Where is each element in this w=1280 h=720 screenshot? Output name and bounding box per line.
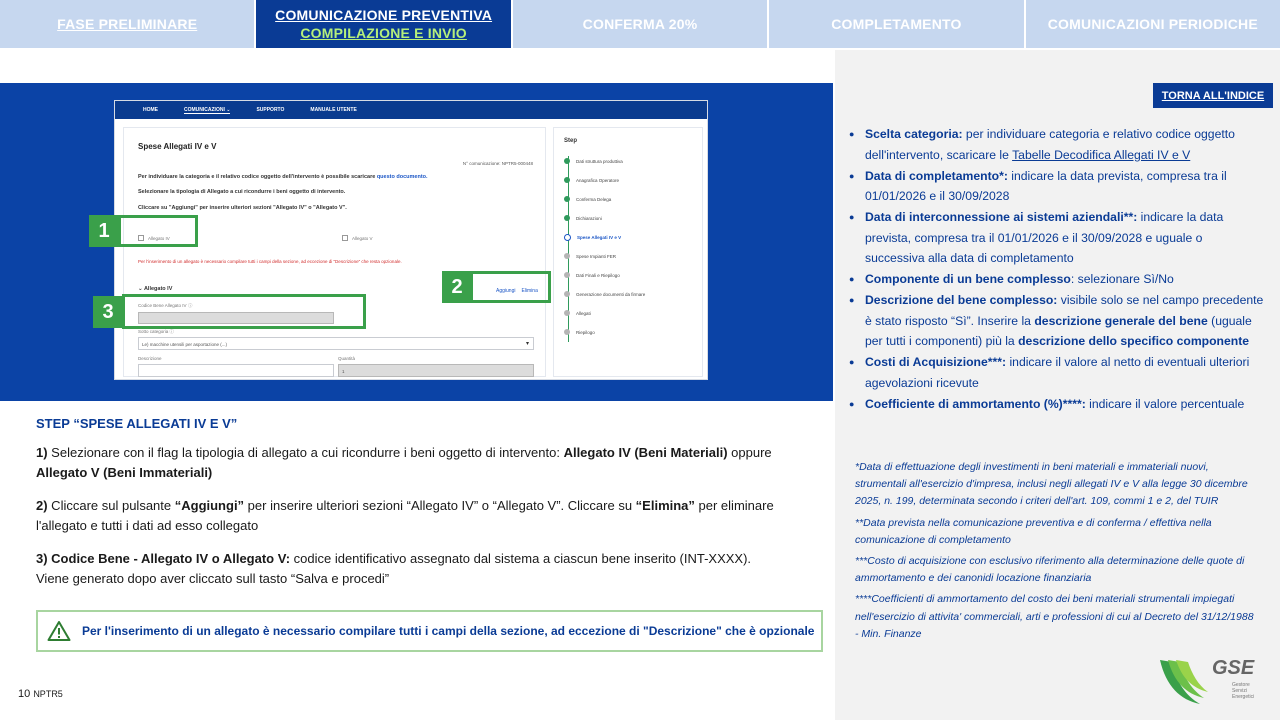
step-label: Anagrafica Operatore: [576, 177, 620, 183]
paragraph-1: [36, 443, 806, 483]
bullet-bold: Componente di un bene complesso: [865, 272, 1071, 286]
bullet-item: [849, 352, 1264, 393]
step-label: Generazione documenti da firmare: [576, 291, 646, 297]
logo-wordmark: GSE: [1212, 657, 1255, 679]
step-item[interactable]: [564, 156, 623, 166]
step-label: Dati struttura produttiva: [576, 158, 623, 164]
footnote: ***Costo di acquisizione con esclusivo riferimento alla determinazione delle quote di ammortamento e dei canonidi locazione finanziaria: [855, 555, 1245, 585]
section-label: Allegato IV: [143, 286, 173, 292]
marker-number-1: 1: [89, 215, 119, 247]
step-item-current[interactable]: [564, 232, 621, 242]
bullet-text: indicare il valore al netto di eventuali ulteriori agevolazioni ricevute: [865, 355, 1250, 390]
p1-text-2: oppure: [727, 445, 772, 460]
tab-fase-preliminare[interactable]: [0, 0, 254, 48]
gse-logo: [1156, 652, 1260, 708]
page-num: 10: [18, 688, 31, 700]
caret-down-icon: ▾: [525, 341, 529, 347]
step-item[interactable]: [564, 175, 619, 185]
p3-bold: 3) Codice Bene - Allegato IV o Allegato V:: [36, 551, 291, 566]
paragraph-2: [36, 496, 806, 536]
bullet-bold: Data di interconnessione ai sistemi aziendali**:: [865, 210, 1138, 224]
step-label: Dichiarazioni: [576, 215, 602, 221]
p3-text-2: Viene generato dopo aver cliccato sull tasto “Salva e procedi”: [36, 571, 390, 586]
form-instruction-1: [138, 174, 428, 180]
bullet-bold-3: descrizione dello specifico componente: [1018, 334, 1250, 348]
form-instruction-3: Cliccare su "Aggiungi" per inserire ulteriori sezioni "Allegato IV" o "Allegato V".: [138, 205, 347, 211]
step-item[interactable]: [564, 289, 645, 299]
paragraph-3: [36, 549, 806, 589]
bullet-bold: Descrizione del bene complesso:: [865, 293, 1058, 307]
step-item[interactable]: [564, 327, 595, 337]
elimina-button[interactable]: Elimina: [521, 288, 538, 294]
bullet-item: [849, 207, 1264, 269]
marker-box-1: [118, 215, 198, 247]
step-dot: [564, 196, 570, 202]
nav-comunicazioni[interactable]: [184, 107, 230, 114]
instruction-text: Per individuare la categoria e il relativo codice oggetto dell'intervento è possibile scaricare: [138, 174, 376, 180]
category-value: Le) macchine utensili per asportazione (...): [142, 342, 228, 347]
step-dot: [564, 177, 570, 183]
form-title: Spese Allegati IV e V: [138, 142, 217, 151]
form-card: [123, 127, 546, 377]
category-label: [138, 329, 174, 335]
tab-comunicazione-preventiva[interactable]: [256, 0, 510, 48]
tab-conferma-20[interactable]: [513, 0, 767, 48]
bullet-bold: Scelta categoria:: [865, 127, 963, 141]
p1-bold-1: Allegato IV (Beni Materiali): [563, 445, 728, 460]
section-allegato-iv[interactable]: [138, 286, 172, 292]
stepper-title: Step: [564, 138, 578, 144]
step-label: Spese Impianti FER: [576, 253, 617, 259]
checkbox-box: [342, 235, 348, 241]
step-label: Allegati: [576, 310, 591, 316]
warning-triangle-svg: [47, 620, 71, 642]
info-icon: ⓘ: [187, 303, 193, 308]
page-number: [18, 688, 63, 700]
marker-number-3: 3: [93, 296, 123, 328]
screenshot-panel: [0, 83, 833, 401]
step-dot: [564, 310, 570, 316]
category-select[interactable]: [138, 337, 534, 350]
nav-comunicazioni-label: COMUNICAZIONI: [184, 106, 225, 113]
bullet-text: per individuare categoria e relativo codice oggetto dell'intervento, scaricare le: [865, 127, 1235, 162]
p2-bold-2: “Elimina”: [635, 498, 695, 513]
document-link[interactable]: questo documento.: [376, 174, 428, 180]
p2-text: Cliccare sul pulsante: [47, 498, 175, 513]
step-dot: [564, 234, 571, 241]
form-instruction-2: Selezionare la tipologia di Allegato a cui ricondurre i beni oggetto di intervento.: [138, 189, 346, 195]
step-item[interactable]: [564, 213, 602, 223]
bullet-text: indicare il valore percentuale: [1085, 396, 1245, 411]
warning-triangle-icon: [44, 620, 74, 642]
bullet-item: [849, 290, 1264, 352]
p3-text: codice identificativo assegnato dal sistema a ciascun bene inserito (INT-XXXX).: [290, 551, 752, 566]
nav-home[interactable]: HOME: [143, 107, 158, 113]
p2-bold-1: “Aggiungi”: [174, 498, 245, 513]
footnotes: [855, 459, 1255, 647]
nav-manuale[interactable]: MANUALE UTENTE: [310, 107, 357, 113]
category-label-text: Sotto categoria: [138, 329, 169, 334]
page-code: NPTR5: [33, 689, 63, 699]
tab-label: COMPLETAMENTO: [831, 16, 962, 32]
description-input[interactable]: [138, 364, 334, 377]
bullet-text: visibile solo se nel campo precedente è stato risposto “Sì”. Inserire la: [865, 293, 1264, 328]
quantity-value: 1: [342, 369, 345, 374]
field-notes-list: [849, 124, 1264, 415]
checkbox-label: Allegato IV: [148, 235, 170, 241]
checkbox-allegato-v[interactable]: [342, 235, 373, 241]
bullet-text: : selezionare Sì/No: [1070, 272, 1174, 286]
step-heading: STEP “SPESE ALLEGATI IV E V”: [36, 416, 238, 431]
tab-completamento[interactable]: [769, 0, 1023, 48]
footnote: ****Coefficienti di ammortamento del costo dei beni materiali strumentali impiegati nell'esercizio di attivita' commerciali, arti e professioni di cui al Decreto del 31/12/1988 - Min. Finanze: [855, 593, 1254, 640]
p1-text: Selezionare con il flag la tipologia di allegato a cui ricondurre i beni oggetto di intervento:: [47, 445, 564, 460]
tab-label: COMUNICAZIONI PERIODICHE: [1047, 16, 1258, 32]
torna-indice-button[interactable]: TORNA ALL'INDICE: [1153, 83, 1273, 108]
chevron-down-icon: ⌄: [226, 106, 231, 113]
bullet-item: [849, 166, 1264, 207]
alert-box: [36, 610, 823, 652]
logo-line-3: Energetici: [1232, 694, 1255, 700]
bullet-item: [849, 124, 1264, 165]
tab-label: COMUNICAZIONE PREVENTIVA: [275, 7, 493, 23]
tab-label: FASE PRELIMINARE: [57, 16, 198, 32]
quantity-field: [338, 364, 534, 377]
step-item[interactable]: [564, 270, 620, 280]
form-warning: Per l'inserimento di un allegato è necessario compilare tutti i campi della sezione, ad eccezione di "Descrizione" che resta opzionale.: [138, 259, 402, 264]
bullet-bold: Data di completamento*:: [865, 168, 1008, 183]
step-item[interactable]: [564, 194, 611, 204]
step-dot: [564, 272, 570, 278]
marker-box-2: [470, 271, 551, 303]
bullet-bold: Costi di Acquisizione***:: [865, 355, 1007, 369]
app-nav: [115, 101, 707, 119]
stepper: [553, 127, 703, 377]
alert-text: Per l'inserimento di un allegato è necessario compilare tutti i campi della sezione, ad eccezione di "Descrizione" che è opzionale: [82, 624, 815, 638]
p1-bold-2: Allegato V (Beni Immateriali): [36, 465, 213, 480]
communication-number: N° comunicazione: NPTR5-000448: [462, 161, 533, 166]
aggiungi-button[interactable]: Aggiungi: [496, 288, 516, 294]
step-item[interactable]: [564, 251, 616, 261]
step-label: Spese Allegati IV e V: [577, 234, 622, 240]
bullet-bold: Coefficiente di ammortamento (%)****:: [865, 396, 1086, 411]
step-dot: [564, 291, 570, 297]
step-dot: [564, 215, 570, 221]
p2-text-3: per eliminare l'allegato e tutti i dati ad esso collegato: [36, 498, 774, 533]
tab-label: CONFERMA 20%: [582, 16, 698, 32]
step-dot: [564, 329, 570, 335]
footnote: **Data prevista nella comunicazione preventiva e di conferma / effettiva nella comunicazione di completamento: [855, 516, 1212, 546]
step-label: Dati Finali e Riepilogo: [576, 272, 620, 278]
info-icon: ⓘ: [169, 329, 175, 334]
step-item[interactable]: [564, 308, 591, 318]
tab-sublabel[interactable]: COMPILAZIONE E INVIO: [300, 25, 467, 41]
bullet-item: [849, 394, 1264, 415]
qty-label: Quantità: [338, 356, 356, 361]
step-label: Conferma Delega: [576, 196, 612, 202]
p2-text-2: per inserire ulteriori sezioni “Allegato IV” o “Allegato V”. Cliccare su: [244, 498, 636, 513]
logo-line-2: Servizi: [1232, 688, 1248, 694]
marker-number-2: 2: [442, 271, 472, 303]
desc-label: Descrizione: [138, 356, 162, 361]
bullet-text: indicare la data prevista, compresa tra il 01/01/2026 e il 30/09/2028 e uguale o successiva alla data di completamento: [865, 210, 1224, 265]
logo-line-1: Gestore: [1232, 682, 1250, 688]
bullet-text: indicare la data prevista, compresa tra il 01/01/2026 e il 30/09/2028: [865, 168, 1227, 203]
step-label: Riepilogo: [576, 329, 595, 335]
p1-num: 1): [36, 445, 48, 460]
bullet-bold-2: descrizione generale del bene: [1034, 313, 1208, 328]
nav-supporto[interactable]: SUPPORTO: [256, 107, 285, 113]
step-dot: [564, 158, 570, 164]
footnote: *Data di effettuazione degli investimenti in beni materiali e immateriali nuovi, strumentali all'esercizio d'impresa, inclusi negli allegati IV e V alla legge 30 dicembre 2025, n. 199, determinata secondo i criteri dell'art. 109, commi 1 e 2, del TUIR: [855, 461, 1248, 508]
app-screenshot: [114, 100, 708, 380]
p2-num: 2): [36, 498, 48, 513]
tab-comunicazioni-periodiche[interactable]: [1026, 0, 1280, 48]
bullet-text-2: (uguale per tutti i componenti) più la: [865, 313, 1252, 348]
marker-box-3: [122, 294, 366, 329]
bullet-item: [849, 269, 1264, 290]
codice-label-text: Codice Bene Allegato IV: [138, 303, 187, 308]
chevron-down-icon: ⌄: [138, 286, 143, 292]
tabelle-link[interactable]: Tabelle Decodifica Allegati IV e V: [1012, 147, 1191, 162]
step-dot: [564, 253, 570, 259]
phase-tabs: [0, 0, 1280, 48]
checkbox-label: Allegato V: [352, 235, 373, 241]
